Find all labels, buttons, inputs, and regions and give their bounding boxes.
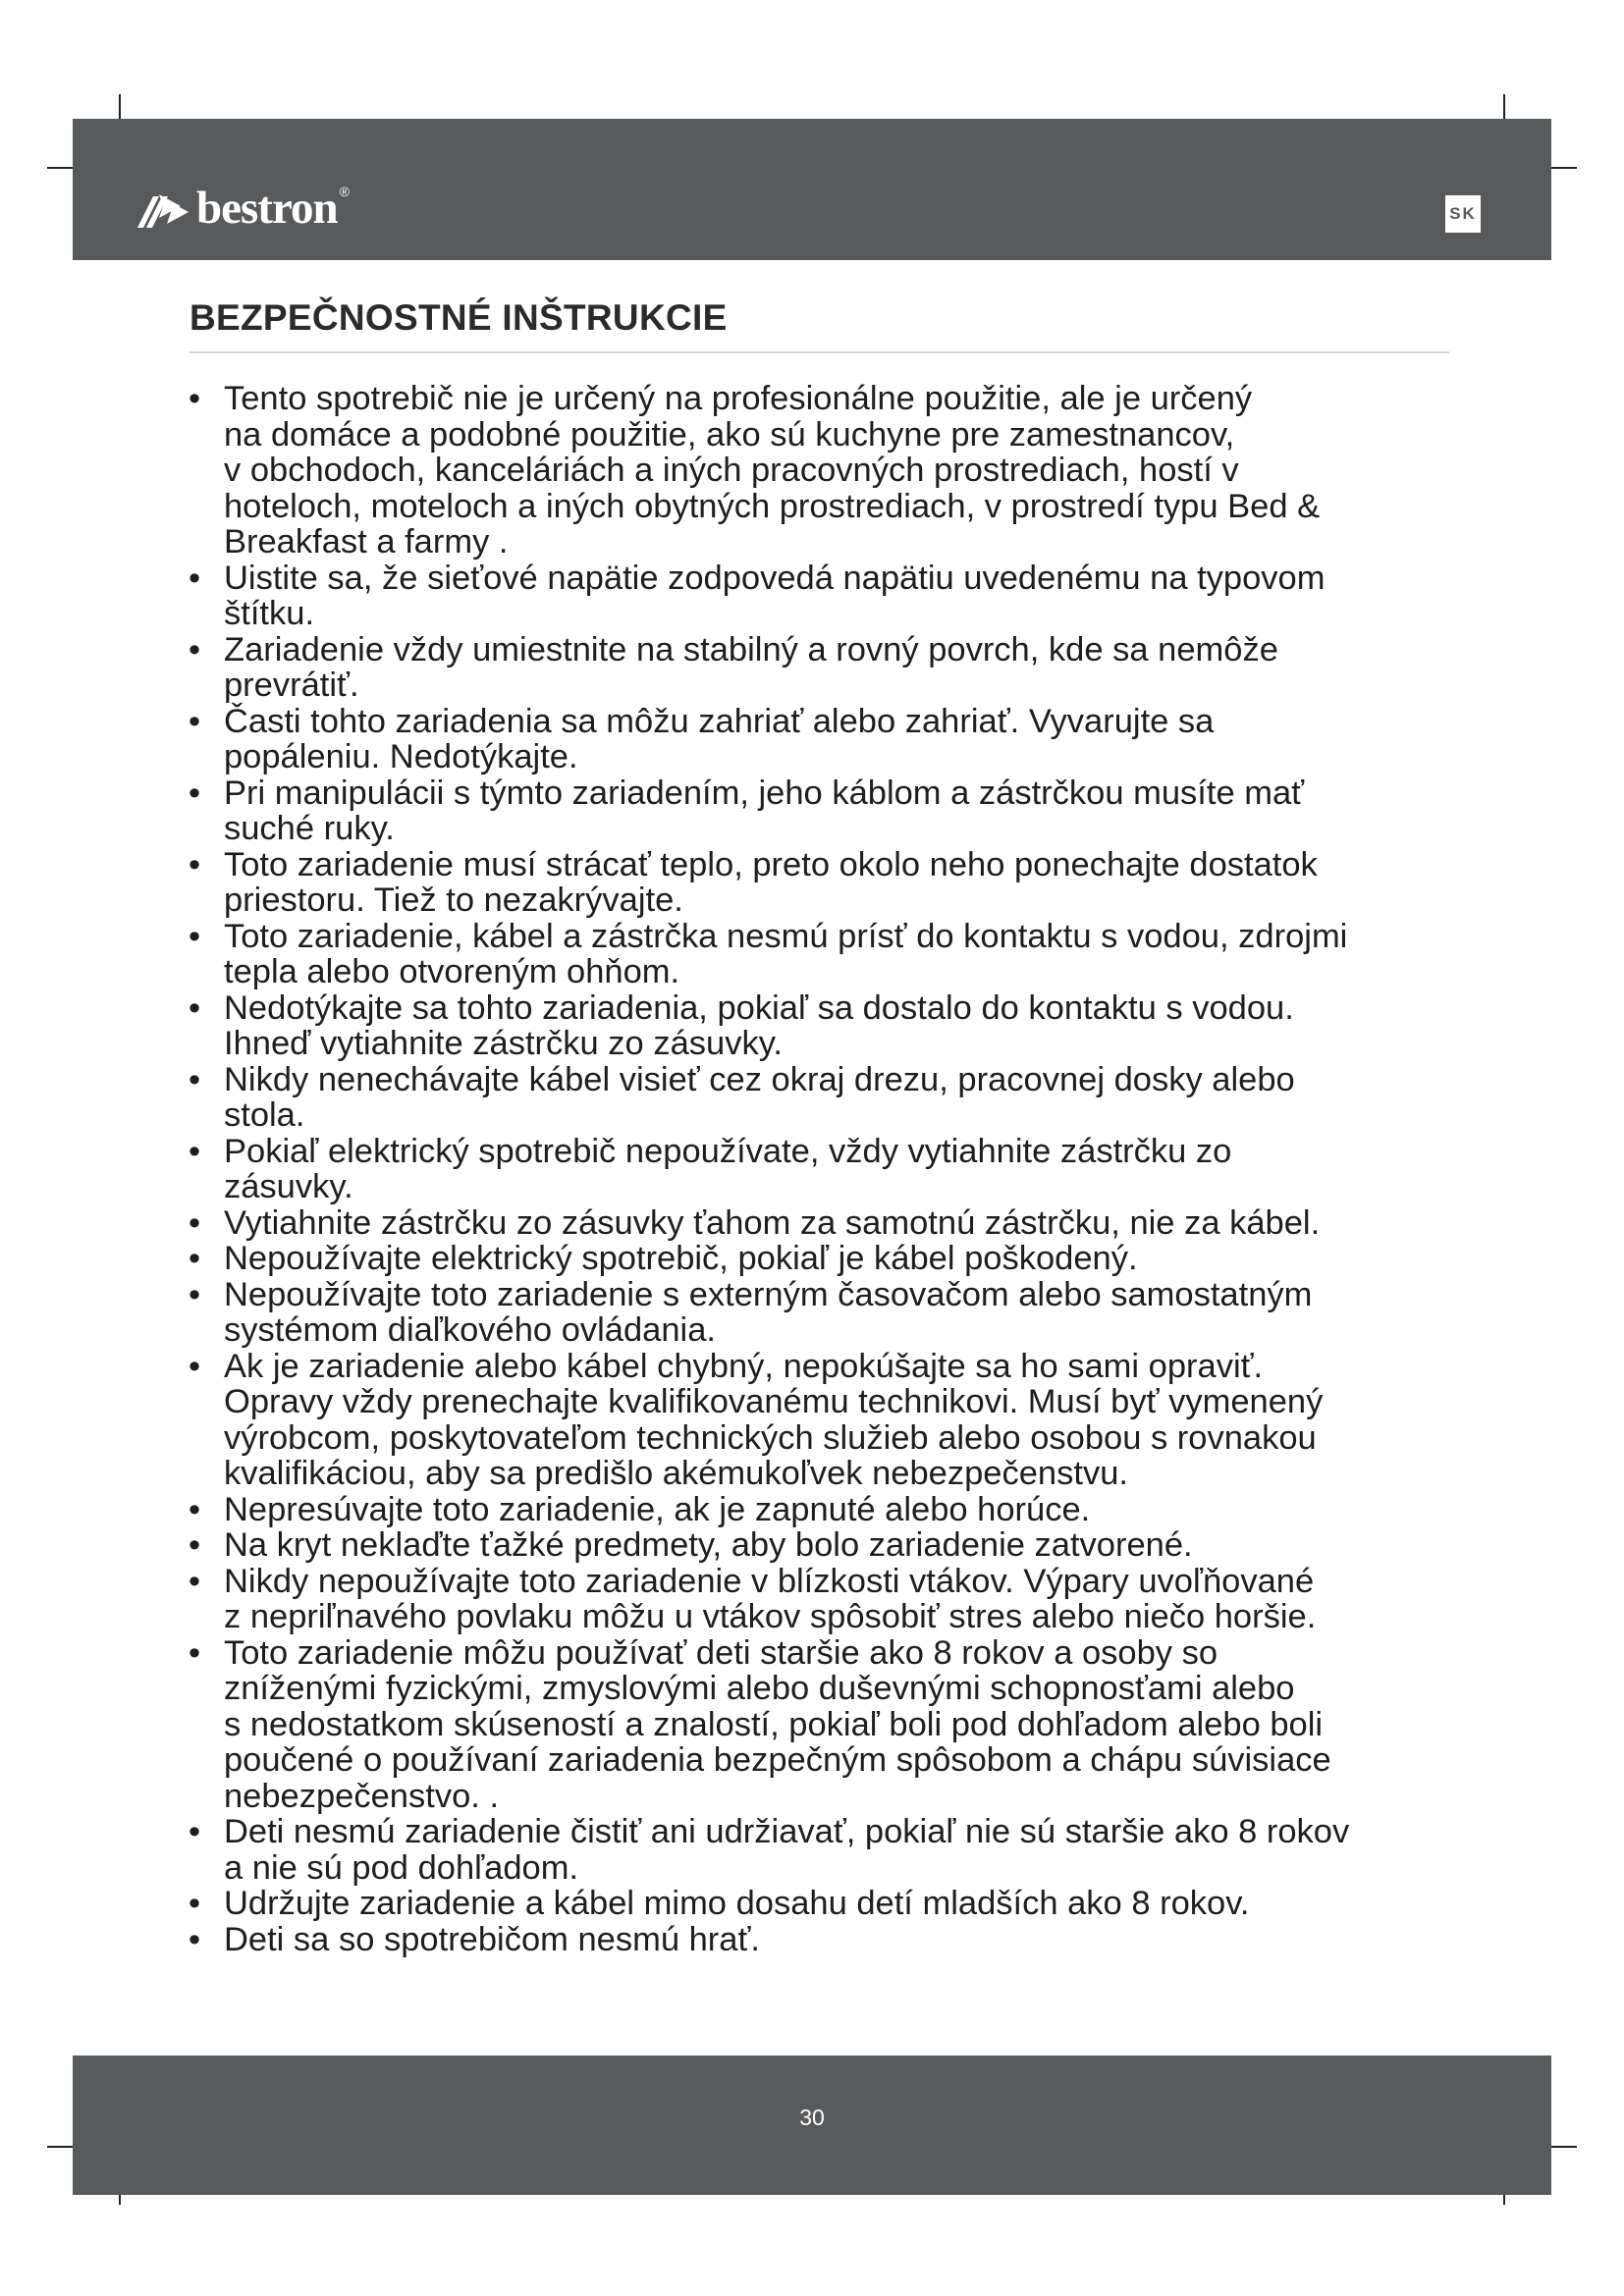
list-item: • Zariadenie vždy umiestnite na stabilný a rovný povrch, kde sa nemôže prevrátiť. — [185, 632, 1490, 704]
list-item: • Toto zariadenie môžu používať deti staršie ako 8 rokov a osoby so zníženými fyzickými, zmyslovými alebo duševnými schopnosťami alebo s nedostatkom skúseností a znalostí, pokiaľ boli pod dohľadom alebo boli poučené o používaní zariadenia bezpečným spôsobom a chápu súvisiace nebezpečenstvo. . — [185, 1635, 1490, 1815]
list-item: • Toto zariadenie, kábel a zástrčka nesmú prísť do kontaktu s vodou, zdrojmi tepla alebo otvoreným ohňom. — [185, 919, 1490, 990]
list-item: • Deti sa so spotrebičom nesmú hrať. — [185, 1922, 1490, 1958]
title-divider — [189, 351, 1449, 353]
list-item: • Pokiaľ elektrický spotrebič nepoužívate, vždy vytiahnite zástrčku zo zásuvky. — [185, 1134, 1490, 1205]
section-title: BEZPEČNOSTNÉ INŠTRUKCIE — [189, 297, 728, 338]
list-item: • Časti tohto zariadenia sa môžu zahriať alebo zahriať. Vyvarujte sa popáleniu. Nedotýkajte. — [185, 704, 1490, 775]
list-item: • Nedotýkajte sa tohto zariadenia, pokiaľ sa dostalo do kontaktu s vodou. Ihneď vytiahnite zástrčku zo zásuvky. — [185, 990, 1490, 1062]
list-item: • Uistite sa, že sieťové napätie zodpovedá napätiu uvedenému na typovom štítku. — [185, 561, 1490, 632]
list-item: • Nepresúvajte toto zariadenie, ak je zapnuté alebo horúce. — [185, 1492, 1490, 1528]
chevron-logo-icon — [137, 188, 189, 228]
brand-name: bestron — [196, 183, 338, 234]
list-item: • Nikdy nenechávajte kábel visieť cez okraj drezu, pracovnej dosky alebo stola. — [185, 1062, 1490, 1134]
list-item: • Toto zariadenie musí strácať teplo, preto okolo neho ponechajte dostatok priestoru. Tiež to nezakrývajte. — [185, 847, 1490, 919]
safety-instructions-list — [185, 381, 1490, 1957]
language-badge: SK — [1445, 195, 1481, 233]
list-item: • Nepoužívajte elektrický spotrebič, pokiaľ je kábel poškodený. — [185, 1241, 1490, 1277]
list-item: • Deti nesmú zariadenie čistiť ani udržiavať, pokiaľ nie sú staršie ako 8 rokov a nie sú pod dohľadom. — [185, 1814, 1490, 1886]
list-item: • Ak je zariadenie alebo kábel chybný, nepokúšajte sa ho sami opraviť. Opravy vždy prenechajte kvalifikovanému technikovi. Musí byť vymenený výrobcom, poskytovateľom technických služieb alebo osobou s rovnakou kvalifikáciou, aby sa predišlo akémukoľvek nebezpečenstvu. — [185, 1349, 1490, 1492]
brand-logo — [137, 183, 350, 234]
list-item: • Pri manipulácii s týmto zariadením, jeho káblom a zástrčkou musíte mať suché ruky. — [185, 775, 1490, 847]
footer-band — [73, 2056, 1551, 2195]
header-band — [73, 119, 1551, 260]
list-item: • Nikdy nepoužívajte toto zariadenie v blízkosti vtákov. Výpary uvoľňované z nepriľnavého povlaku môžu u vtákov spôsobiť stres alebo niečo horšie. — [185, 1564, 1490, 1635]
page-number: 30 — [799, 2105, 825, 2130]
list-item: • Vytiahnite zástrčku zo zásuvky ťahom za samotnú zástrčku, nie za kábel. — [185, 1205, 1490, 1242]
list-item: • Na kryt neklaďte ťažké predmety, aby bolo zariadenie zatvorené. — [185, 1527, 1490, 1564]
list-item: • Tento spotrebič nie je určený na profesionálne použitie, ale je určený na domáce a podobné použitie, ako sú kuchyne pre zamestnancov, v obchodoch, kanceláriách a iných pracovných prostrediach, hostí v hoteloch, moteloch a iných obytných prostrediach, v prostredí typu Bed & Breakfast a farmy . — [185, 381, 1490, 561]
list-item: • Udržujte zariadenie a kábel mimo dosahu detí mladších ako 8 rokov. — [185, 1886, 1490, 1922]
list-item: • Nepoužívajte toto zariadenie s externým časovačom alebo samostatným systémom diaľkového ovládania. — [185, 1277, 1490, 1349]
registered-mark: ® — [339, 184, 350, 199]
